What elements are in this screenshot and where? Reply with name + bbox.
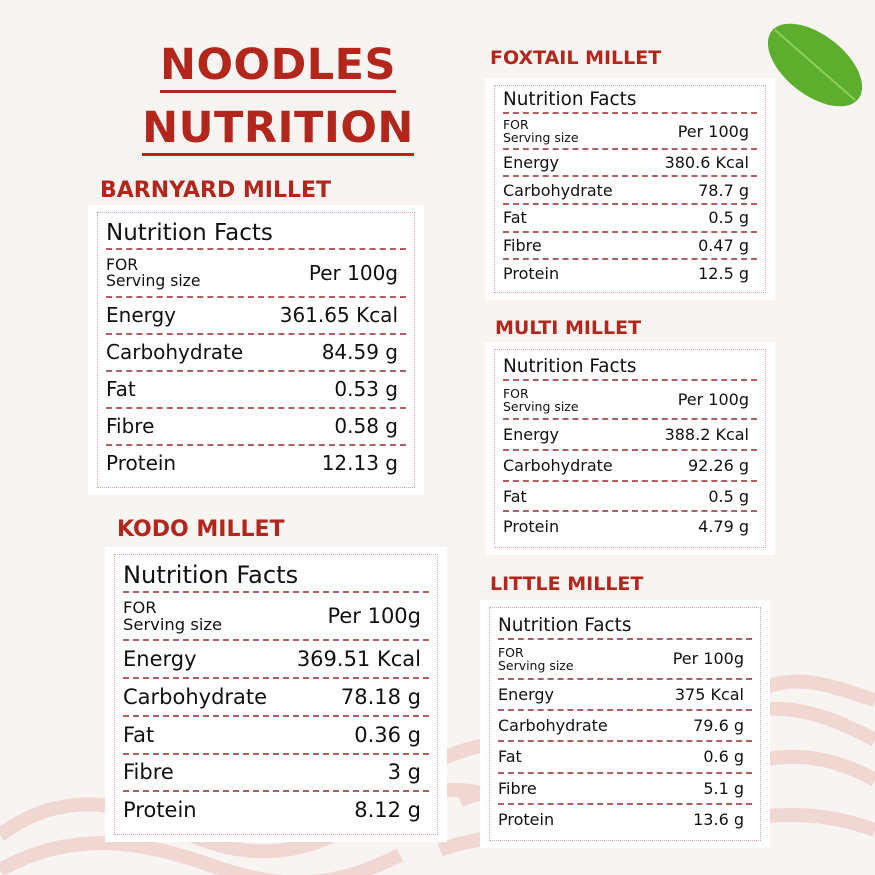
nutrient-name: Carbohydrate <box>498 716 608 736</box>
title-line-1: NOODLES <box>160 40 396 93</box>
nutrition-facts-header <box>498 608 752 640</box>
nutrition-table <box>114 554 438 835</box>
nutrient-row <box>498 774 752 805</box>
nutrient-row <box>503 205 757 233</box>
nutrient-value: 4.79 g <box>698 517 749 537</box>
nutrient-name: Protein <box>123 798 197 823</box>
nutrition-facts-label: Nutrition Facts <box>503 356 637 378</box>
nutrient-name: Fat <box>503 486 527 506</box>
nutrient-row <box>503 233 757 261</box>
nutrient-value: 92.26 g <box>687 455 749 475</box>
nutrient-row <box>123 717 429 755</box>
foxtail-nutrition-card <box>485 78 775 300</box>
nutrient-name: Fibre <box>503 236 542 256</box>
for-label: FOR <box>106 255 139 274</box>
serving-size-label: Serving size <box>503 398 579 414</box>
barnyard-nutrition-card <box>88 205 424 495</box>
serving-size-label: Serving size <box>498 657 574 673</box>
for-label: FOR <box>503 385 529 401</box>
nutrient-name: Protein <box>498 809 555 829</box>
nutrient-value: 12.13 g <box>321 451 398 476</box>
nutrient-name: Fibre <box>498 778 537 798</box>
nutrient-name: Protein <box>503 517 560 537</box>
serving-value: Per 100g <box>327 604 421 629</box>
for-label: FOR <box>498 644 524 660</box>
nutrient-row <box>503 420 757 451</box>
nutrient-value: 375 Kcal <box>674 684 744 704</box>
nutrition-facts-header <box>123 555 429 593</box>
nutrient-value: 361.65 Kcal <box>279 303 398 328</box>
nutrition-table <box>494 85 766 293</box>
nutrient-row <box>498 680 752 711</box>
serving-row <box>503 114 757 149</box>
nutrient-name: Fat <box>498 747 522 767</box>
page-title <box>120 36 436 162</box>
nutrient-row <box>123 755 429 793</box>
nutrient-name: Energy <box>503 153 560 173</box>
foxtail-millet-heading: FOXTAIL MILLET <box>490 47 662 69</box>
nutrient-value: 0.6 g <box>703 747 744 767</box>
for-label: FOR <box>123 597 157 617</box>
serving-value: Per 100g <box>672 649 744 669</box>
for-label: FOR <box>503 116 529 132</box>
nutrient-name: Carbohydrate <box>106 340 244 365</box>
nutrient-row <box>503 512 757 541</box>
nutrient-row <box>123 679 429 717</box>
serving-label <box>503 118 579 144</box>
nutrient-name: Fat <box>106 377 136 402</box>
nutrient-row <box>106 298 406 335</box>
nutrient-row <box>498 711 752 742</box>
barnyard-millet-heading: BARNYARD MILLET <box>100 178 332 203</box>
serving-row <box>123 593 429 641</box>
nutrient-value: 369.51 Kcal <box>296 647 421 672</box>
serving-label <box>106 257 200 290</box>
nutrient-row <box>503 451 757 482</box>
nutrient-row <box>106 335 406 372</box>
nutrient-value: 12.5 g <box>698 263 749 283</box>
nutrient-name: Fibre <box>106 414 155 439</box>
nutrient-value: 13.6 g <box>693 809 744 829</box>
serving-size-label: Serving size <box>123 615 223 635</box>
serving-size-label: Serving size <box>106 272 201 291</box>
nutrient-name: Fat <box>123 722 155 747</box>
nutrient-value: 0.47 g <box>698 236 749 256</box>
nutrient-value: 0.58 g <box>334 414 398 439</box>
nutrient-value: 0.53 g <box>334 377 398 402</box>
nutrition-facts-header <box>503 350 757 381</box>
nutrient-name: Energy <box>503 425 560 445</box>
nutrition-facts-label: Nutrition Facts <box>106 220 273 247</box>
nutrient-row <box>498 742 752 773</box>
serving-label <box>498 646 574 672</box>
nutrient-value: 79.6 g <box>693 716 744 736</box>
nutrition-facts-header <box>503 86 757 114</box>
nutrient-value: 0.36 g <box>354 722 421 747</box>
nutrient-value: 5.1 g <box>703 778 744 798</box>
nutrition-table <box>489 607 761 841</box>
nutrient-value: 3 g <box>387 760 421 785</box>
multi-nutrition-card <box>485 342 775 555</box>
nutrient-row <box>503 482 757 513</box>
multi-millet-heading: MULTI MILLET <box>495 317 642 339</box>
serving-value: Per 100g <box>677 121 749 141</box>
nutrient-value: 8.12 g <box>354 798 421 823</box>
nutrient-row <box>503 150 757 178</box>
kodo-nutrition-card <box>105 547 447 842</box>
nutrient-name: Protein <box>106 451 177 476</box>
nutrition-table <box>494 349 766 548</box>
nutrition-facts-label: Nutrition Facts <box>123 560 299 589</box>
nutrient-name: Energy <box>106 303 177 328</box>
nutrition-facts-label: Nutrition Facts <box>498 614 632 636</box>
serving-row <box>106 250 406 298</box>
nutrient-row <box>106 446 406 481</box>
title-line-2: NUTRITION <box>142 103 414 156</box>
nutrition-table <box>97 212 415 488</box>
serving-row <box>498 640 752 680</box>
serving-label <box>503 387 579 413</box>
nutrient-row <box>106 372 406 409</box>
nutrient-row <box>503 260 757 286</box>
serving-value: Per 100g <box>308 261 398 286</box>
nutrient-name: Protein <box>503 263 560 283</box>
nutrient-value: 380.6 Kcal <box>664 153 749 173</box>
nutrient-row <box>106 409 406 446</box>
nutrient-row <box>123 641 429 679</box>
nutrient-value: 84.59 g <box>321 340 398 365</box>
nutrition-facts-header <box>106 213 406 250</box>
nutrient-value: 78.18 g <box>340 684 421 709</box>
nutrient-name: Fibre <box>123 760 174 785</box>
nutrient-value: 0.5 g <box>708 486 749 506</box>
serving-value: Per 100g <box>677 390 749 410</box>
serving-row <box>503 381 757 420</box>
serving-size-label: Serving size <box>503 130 579 146</box>
nutrition-facts-label: Nutrition Facts <box>503 89 637 111</box>
nutrient-name: Carbohydrate <box>503 455 613 475</box>
nutrient-value: 0.5 g <box>708 208 749 228</box>
serving-label <box>123 599 222 633</box>
nutrient-row <box>498 805 752 834</box>
nutrient-name: Energy <box>123 647 197 672</box>
nutrient-name: Fat <box>503 208 527 228</box>
nutrient-name: Carbohydrate <box>123 684 268 709</box>
nutrient-value: 78.7 g <box>698 180 749 200</box>
nutrient-row <box>123 792 429 828</box>
nutrient-value: 388.2 Kcal <box>664 425 749 445</box>
little-nutrition-card <box>480 600 770 848</box>
kodo-millet-heading: KODO MILLET <box>117 517 285 542</box>
nutrient-name: Carbohydrate <box>503 180 613 200</box>
little-millet-heading: LITTLE MILLET <box>490 573 644 595</box>
nutrient-row <box>503 177 757 205</box>
nutrient-name: Energy <box>498 684 555 704</box>
